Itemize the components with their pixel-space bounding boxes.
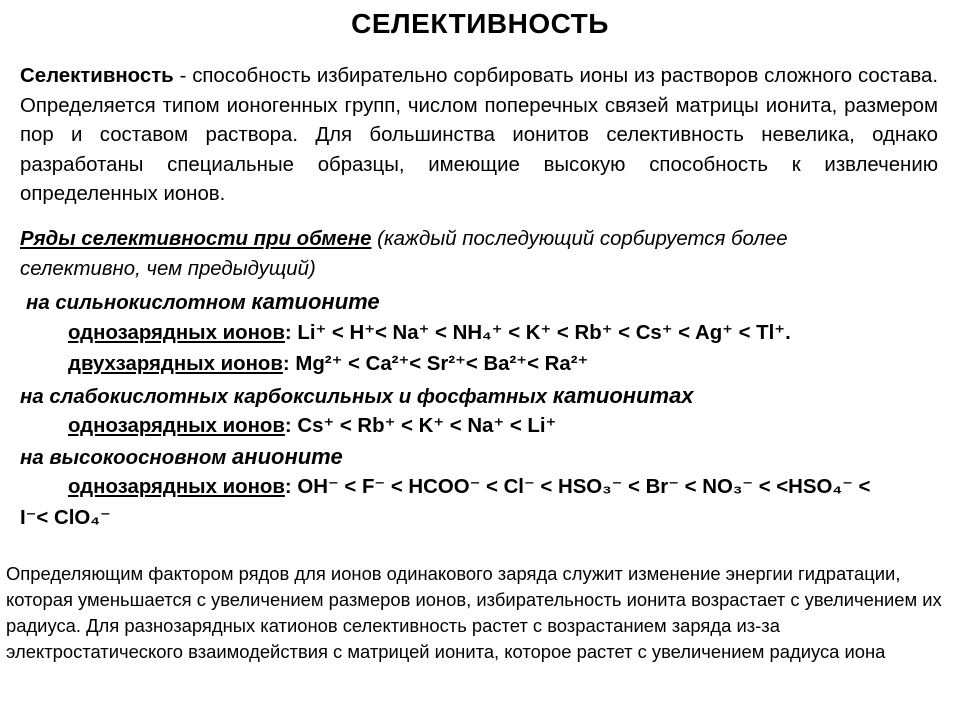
weak-cation-heading: на слабокислотных карбоксильных и фосфатных катионитах [20, 383, 694, 408]
ion-kind-label: однозарядных ионов [68, 476, 285, 498]
ion-sequence: : Cs⁺ ˂ Rb⁺ ˂ K⁺ ˂ Na⁺ ˂ Li⁺ [284, 415, 557, 437]
series-heading: Ряды селективности при обмене [20, 228, 372, 250]
series-note-2: селективно, чем предыдущий) [20, 258, 316, 280]
ion-sequence: : Li⁺ ˂ H⁺˂ Na⁺ ˂ NH₄⁺ ˂ K⁺ ˂ Rb⁺ ˂ Cs⁺ ˂ Ag⁺ ˂ Tl⁺. [284, 322, 791, 344]
footer-paragraph: Определяющим фактором рядов для ионов одинакового заряда служит изменение энергии гидратации, которая уменьшается с увеличением размеров ионов, избирательность ионита возрастает с увеличением их радиуса. Для разнозарядных катионов селективность растет с возрастанием заряда из-за электростатического взаимодействия с матрицей ионита, которое растет с увеличением радиуса иона [6, 563, 942, 662]
ion-sequence: : Mg²⁺ ˂ Ca²⁺˂ Sr²⁺˂ Ba²⁺˂ Ra²⁺ [282, 353, 589, 375]
ion-kind-label: однозарядных ионов [68, 322, 285, 344]
ion-kind-label: двухзарядных ионов [68, 353, 283, 375]
anion-single-row [68, 474, 870, 499]
series-note-1: (каждый последующий сорбируется более [371, 228, 788, 250]
strong-cation-double-row [68, 351, 588, 376]
intro-text: - способность избирательно сорбировать ионы из растворов сложного состава. Определяется типом ионогенных групп, числом поперечных связей матрицы ионита, размером пор и составом раствора. Для большинства ионитов селективность невелика, однако разработаны специальные образцы, имеющие высокую способность к извлечению определенных ионов. [20, 65, 938, 205]
ion-sequence: : OH⁻ ˂ F⁻ ˂ HCOO⁻ ˂ Cl⁻ ˂ HSO₃⁻ ˂ Br⁻ ˂ NO₃⁻ ˂ ˂HSO₄⁻ ˂ [284, 476, 871, 498]
weak-cation-single-row [68, 413, 556, 438]
ion-kind-label: однозарядных ионов [68, 415, 285, 437]
intro-paragraph [20, 62, 938, 210]
strong-cation-single-row [68, 320, 791, 345]
anion-heading: на высокоосновном анионите [20, 444, 343, 469]
intro-term: Селективность [20, 65, 174, 87]
ion-sequence-continued: I⁻˂ ClO₄⁻ [20, 507, 111, 529]
strong-cation-heading: на сильнокислотном катионите [26, 289, 380, 314]
series-heading-line [20, 228, 788, 251]
anion-single-row-continued [20, 505, 111, 530]
series-note-line [20, 258, 316, 281]
slide-title: СЕЛЕКТИВНОСТЬ [351, 8, 609, 39]
